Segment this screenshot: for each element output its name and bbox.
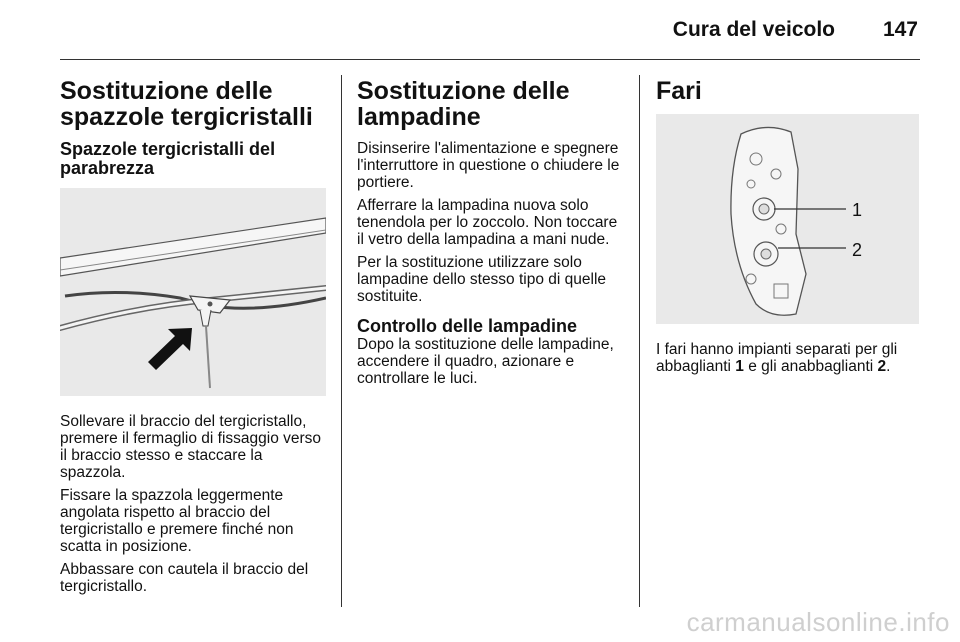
wiper-blade-illustration [60,188,326,396]
column-wiper-blades [60,78,326,601]
paragraph: Per la sostituzione utilizzare solo lampadine dello stesso tipo di quelle sostituite. [357,254,607,305]
column-headlights [656,78,920,381]
column-bulb-replacement [357,78,623,393]
callout-2: 2 [852,240,863,260]
watermark: carmanualsonline.info [686,607,950,637]
headlight-illustration [656,114,919,324]
page-number: 147 [882,18,918,41]
paragraph: Sollevare il braccio del tergicristallo, premere il fermaglio di fissaggio verso il braccio stesso e staccare la spazzola. [60,413,322,481]
section-heading: Sostituzione delle spazzole tergicristalli [60,77,313,131]
section-heading: Sostituzione delle lampadine [357,77,570,131]
callout-ref-2: 2 [877,358,887,375]
figure-caption: I fari hanno impianti separati per gli abbaglianti 1 e gli anabbaglianti 2. [656,341,898,375]
paragraph: Abbassare con cautela il braccio del tergicristallo. [60,561,309,595]
callout-1: 1 [852,200,863,220]
column-divider [341,75,342,607]
section-heading: Fari [656,77,702,105]
section-subheading: Controllo delle lampadine [357,316,578,336]
paragraph: Dopo la sostituzione delle lampadine, accendere il quadro, azionare e controllare le luci. [357,336,614,387]
column-divider [639,75,640,607]
section-subheading: Spazzole tergicristalli del parabrezza [60,139,276,178]
page-section-title: Cura del veicolo [672,18,835,41]
header-divider [60,59,920,60]
paragraph: Fissare la spazzola leggermente angolata rispetto al braccio del tergicristallo e premere finché non scatta in posizione. [60,487,294,555]
callout-ref-1: 1 [735,358,744,375]
paragraph: Afferrare la lampadina nuova solo tenendola per lo zoccolo. Non toccare il vetro della lampadina a mani nude. [357,197,618,248]
paragraph: Disinserire l'alimentazione e spegnere l'interruttore in questione o chiudere le portiere. [357,140,620,191]
